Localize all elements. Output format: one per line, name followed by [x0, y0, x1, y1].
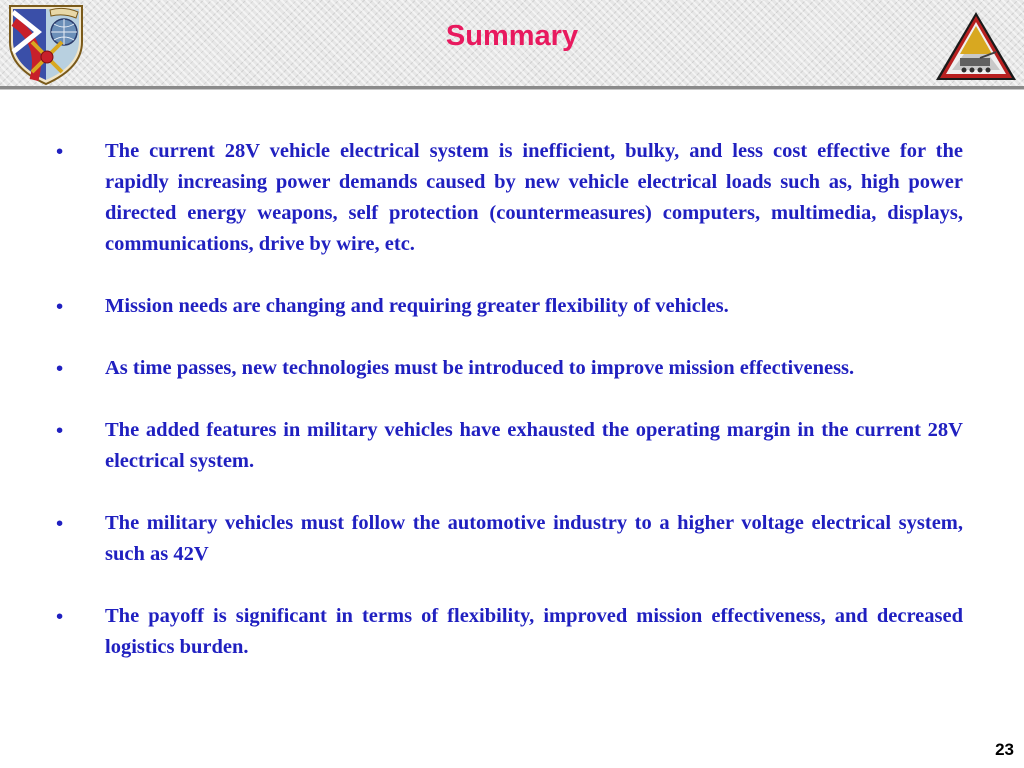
- page-title: Summary: [445, 20, 579, 52]
- triangle-command-emblem-icon: [934, 10, 1018, 82]
- bullet-text: Mission needs are changing and requiring greater flexibility of vehicles.: [105, 295, 729, 317]
- bullet-text: The payoff is significant in terms of flexibility, improved mission effectiveness, and decreased logistics burden.: [105, 605, 963, 658]
- page-number: 23: [995, 740, 1014, 759]
- bullet-item: [56, 415, 963, 477]
- bullet-text: As time passes, new technologies must be introduced to improve mission effectiveness.: [105, 357, 855, 379]
- bullet-item: [56, 353, 963, 384]
- bullet-item: [56, 136, 963, 260]
- bullet-item: [56, 291, 963, 322]
- bullet-item: [56, 601, 963, 663]
- bullet-text: The current 28V vehicle electrical system is inefficient, bulky, and less cost effective for the rapidly increasing power demands caused by new vehicle electrical loads such as, high power directed energy weapons, self protection (countermeasures) computers, multimedia, displays, communications, drive by wire, etc.: [105, 140, 963, 255]
- bullet-dot: •: [56, 295, 64, 318]
- bullet-list: [56, 136, 963, 663]
- header-divider: [0, 86, 1024, 89]
- bullet-text: The military vehicles must follow the automotive industry to a higher voltage electrical system, such as 42V: [105, 512, 963, 565]
- bullet-dot: •: [56, 605, 64, 628]
- bullet-dot: •: [56, 512, 64, 535]
- bullet-dot: •: [56, 419, 64, 442]
- content-area: [56, 136, 963, 694]
- bullet-dot: •: [56, 357, 64, 380]
- bullet-item: [56, 508, 963, 570]
- bullet-text: The added features in military vehicles have exhausted the operating margin in the current 28V electrical system.: [105, 419, 963, 472]
- bullet-dot: •: [56, 140, 64, 163]
